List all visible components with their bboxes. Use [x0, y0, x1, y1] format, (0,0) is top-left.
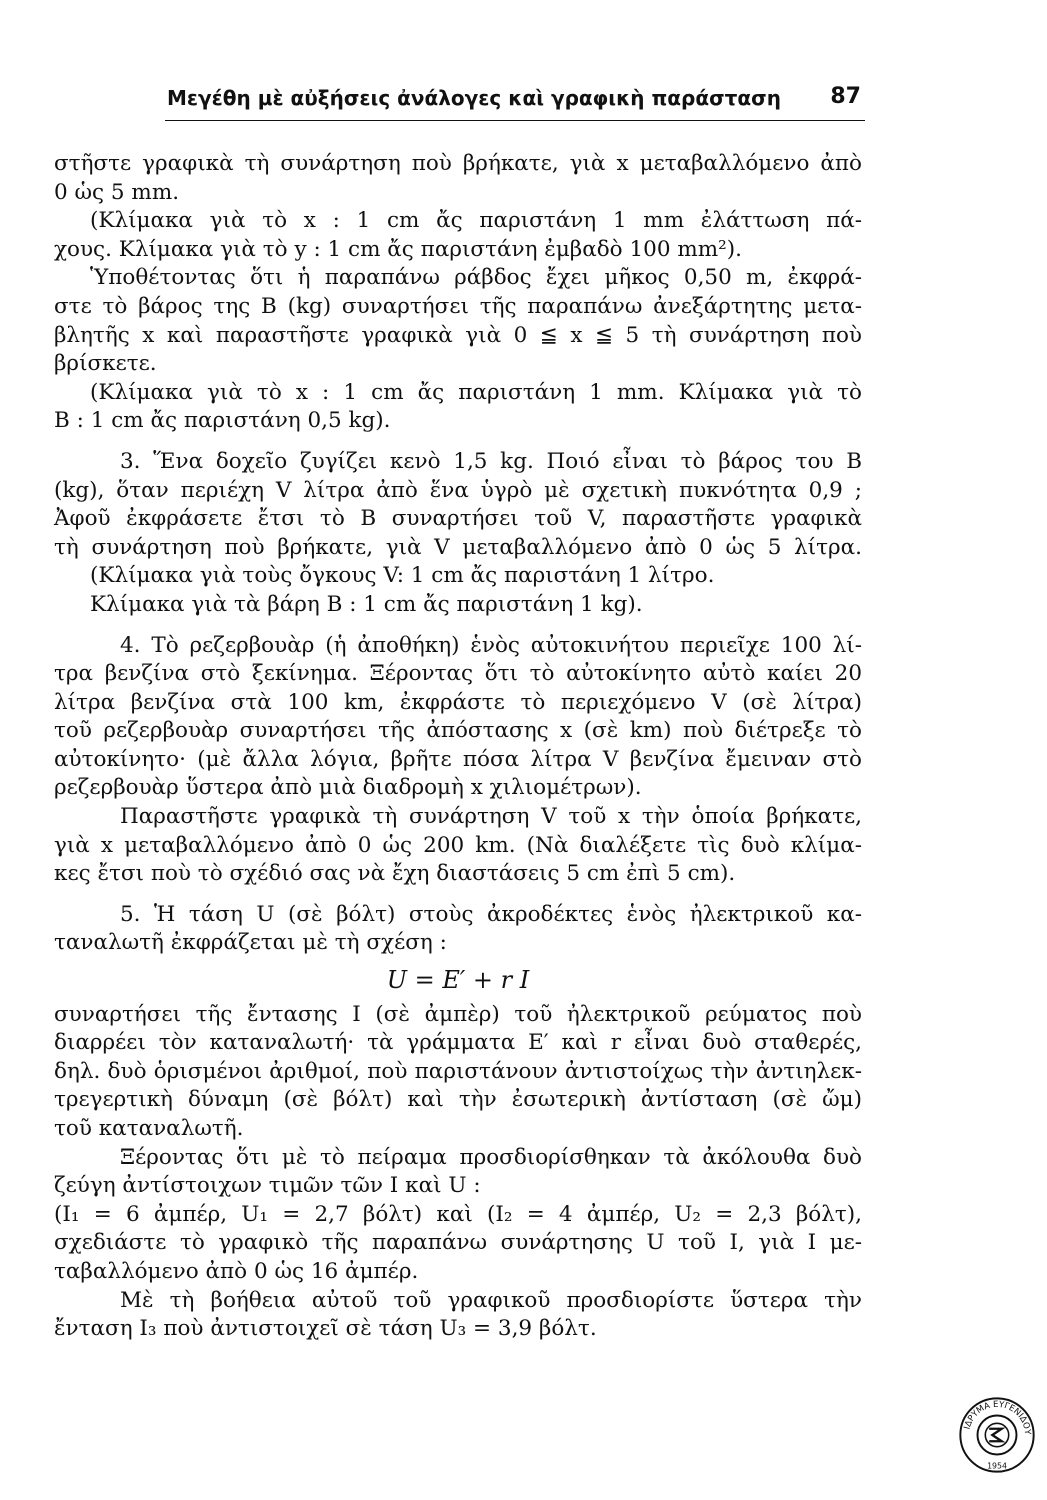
publisher-seal-icon [958, 1396, 1036, 1474]
text-line: γιὰ x μεταβαλλόμενο ἀπὸ 0 ὡς 200 km. (Νὰ διαλέξετε τὶς δυὸ κλίμα- [54, 832, 862, 858]
text-line: (Κλίμακα γιὰ τοὺς ὄγκους V: 1 cm ἄς παριστάνη 1 λίτρο. [90, 563, 715, 589]
text-line: διαρρέει τὸν καταναλωτή· τὰ γράμματα E′ καὶ r εἶναι δυὸ σταθερές, [54, 1030, 862, 1056]
equation: U = E′ + r I [386, 966, 530, 995]
text-line: Ἀφοῦ ἐκφράσετε ἔτσι τὸ B συναρτήσει τοῦ V, παραστῆστε γραφικὰ [54, 506, 862, 532]
text-line: (Κλίμακα γιὰ τὸ x : 1 cm ἄς παριστάνη 1 mm ἐλάττωση πά- [90, 208, 862, 234]
text-line: (Κλίμακα γιὰ τὸ x : 1 cm ἄς παριστάνη 1 mm. Κλίμακα γιὰ τὸ [90, 379, 862, 405]
text-line: στῆστε γραφικὰ τὴ συνάρτηση ποὺ βρήκατε, γιὰ x μεταβαλλόμενο ἀπὸ [54, 151, 862, 176]
text-line: λίτρα βενζίνα στὰ 100 km, ἐκφράστε τὸ περιεχόμενο V (σὲ λίτρα) [54, 689, 862, 715]
text-line: Κλίμακα γιὰ τὰ βάρη B : 1 cm ἄς παριστάνη 1 kg). [90, 591, 643, 617]
running-header [165, 84, 865, 121]
text-line: ἔνταση I₃ ποὺ ἀντιστοιχεῖ σὲ τάση U₃ = 3,9 βόλτ. [54, 1316, 597, 1342]
text-line: 0 ὡς 5 mm. [54, 179, 180, 205]
exercise-5-line: 5. Ἡ τάση U (σὲ βόλτ) στοὺς ἀκροδέκτες ἑνὸς ἠλεκτρικοῦ κα- [120, 901, 862, 927]
text-line: ρεζερβουὰρ ὕστερα ἀπὸ μιὰ διαδρομὴ x χιλιομέτρων). [54, 775, 642, 801]
exercise-4-line: 4. Τὸ ρεζερβουὰρ (ἡ ἀποθήκη) ἑνὸς αὐτοκινήτου περιεῖχε 100 λί- [120, 632, 862, 658]
header-title: Μεγέθη μὲ αὐξήσεις ἀνάλογες καὶ γραφικὴ παράσταση [167, 86, 781, 110]
text-line: δηλ. δυὸ ὁρισμένοι ἀριθμοί, ποὺ παριστάνουν ἀντιστοίχως τὴν ἀντιηλεκ- [54, 1058, 862, 1084]
text-line: κες ἔτσι ποὺ τὸ σχέδιό σας νὰ ἔχη διαστάσεις 5 cm ἐπὶ 5 cm). [54, 861, 736, 887]
text-line: αὐτοκίνητο· (μὲ ἄλλα λόγια, βρῆτε πόσα λίτρα V βενζίνα ἔμειναν στὸ [54, 746, 862, 772]
text-line: Ὑποθέτοντας ὅτι ἡ παραπάνω ράβδος ἔχει μῆκος 0,50 m, ἐκφρά- [90, 265, 862, 291]
text-line: (I₁ = 6 ἀμπέρ, U₁ = 2,7 βόλτ) καὶ (I₂ = 4 ἀμπέρ, U₂ = 2,3 βόλτ), [54, 1201, 862, 1227]
text-line: βρίσκετε. [54, 351, 157, 377]
text-line: Μὲ τὴ βοήθεια αὐτοῦ τοῦ γραφικοῦ προσδιορίστε ὕστερα τὴν [120, 1287, 862, 1313]
text-line: συναρτήσει τῆς ἔντασης I (σὲ ἀμπὲρ) τοῦ ἠλεκτρικοῦ ρεύματος ποὺ [54, 1001, 862, 1027]
text-line: ζεύγη ἀντίστοιχων τιμῶν τῶν I καὶ U : [54, 1173, 481, 1199]
text-line: (kg), ὅταν περιέχη V λίτρα ἀπὸ ἕνα ὑγρὸ μὲ σχετικὴ πυκνότητα 0,9 ; [54, 477, 862, 503]
text-line: Παραστῆστε γραφικὰ τὴ συνάρτηση V τοῦ x τὴν ὁποία βρήκατε, [120, 804, 862, 830]
text-line: χους. Κλίμακα γιὰ τὸ y : 1 cm ἄς παριστάνη ἐμβαδὸ 100 mm²). [54, 236, 742, 262]
text-line: τοῦ ρεζερβουὰρ συναρτήσει τῆς ἀπόστασης x (σὲ km) ποὺ διέτρεξε τὸ [54, 718, 862, 744]
text-line: Ξέροντας ὅτι μὲ τὸ πείραμα προσδιορίσθηκαν τὰ ἀκόλουθα δυὸ [120, 1144, 862, 1170]
text-line: τρεγερτικὴ δύναμη (σὲ βόλτ) καὶ τὴν ἐσωτερικὴ ἀντίσταση (σὲ ὤμ) [54, 1087, 862, 1113]
svg-text:ΙΔΡΥΜΑ ΕΥΓΕΝΙΔΟΥ: ΙΔΡΥΜΑ ΕΥΓΕΝΙΔΟΥ [962, 1399, 1033, 1436]
text-line: ταβαλλόμενο ἀπὸ 0 ὡς 16 ἀμπέρ. [54, 1258, 419, 1284]
text-line: τρα βενζίνα στὸ ξεκίνημα. Ξέροντας ὅτι τὸ αὐτοκίνητο αὐτὸ καίει 20 [54, 661, 862, 687]
text-line: σχεδιάστε τὸ γραφικὸ τῆς παραπάνω συνάρτησης U τοῦ I, γιὰ I με- [54, 1230, 862, 1256]
text-line: τοῦ καταναλωτῆ. [54, 1116, 244, 1141]
text-line: βλητῆς x καὶ παραστῆστε γραφικὰ γιὰ 0 ≦ x ≦ 5 τὴ συνάρτηση ποὺ [54, 322, 862, 348]
page-body [54, 150, 862, 1344]
text-line: τὴ συνάρτηση ποὺ βρήκατε, γιὰ V μεταβαλλόμενο ἀπὸ 0 ὡς 5 λίτρα. [54, 534, 862, 560]
svg-text:1954: 1954 [987, 1461, 1007, 1471]
text-line: ταναλωτῆ ἐκφράζεται μὲ τὴ σχέση : [54, 930, 447, 956]
text-line: στε τὸ βάρος της B (kg) συναρτήσει τῆς παραπάνω ἀνεξάρτητης μετα- [54, 293, 862, 319]
text-line: B : 1 cm ἄς παριστάνη 0,5 kg). [54, 408, 391, 434]
page-number: 87 [830, 84, 861, 109]
exercise-3-line: 3. Ἕνα δοχεῖο ζυγίζει κενὸ 1,5 kg. Ποιό εἶναι τὸ βάρος του B [120, 448, 862, 474]
